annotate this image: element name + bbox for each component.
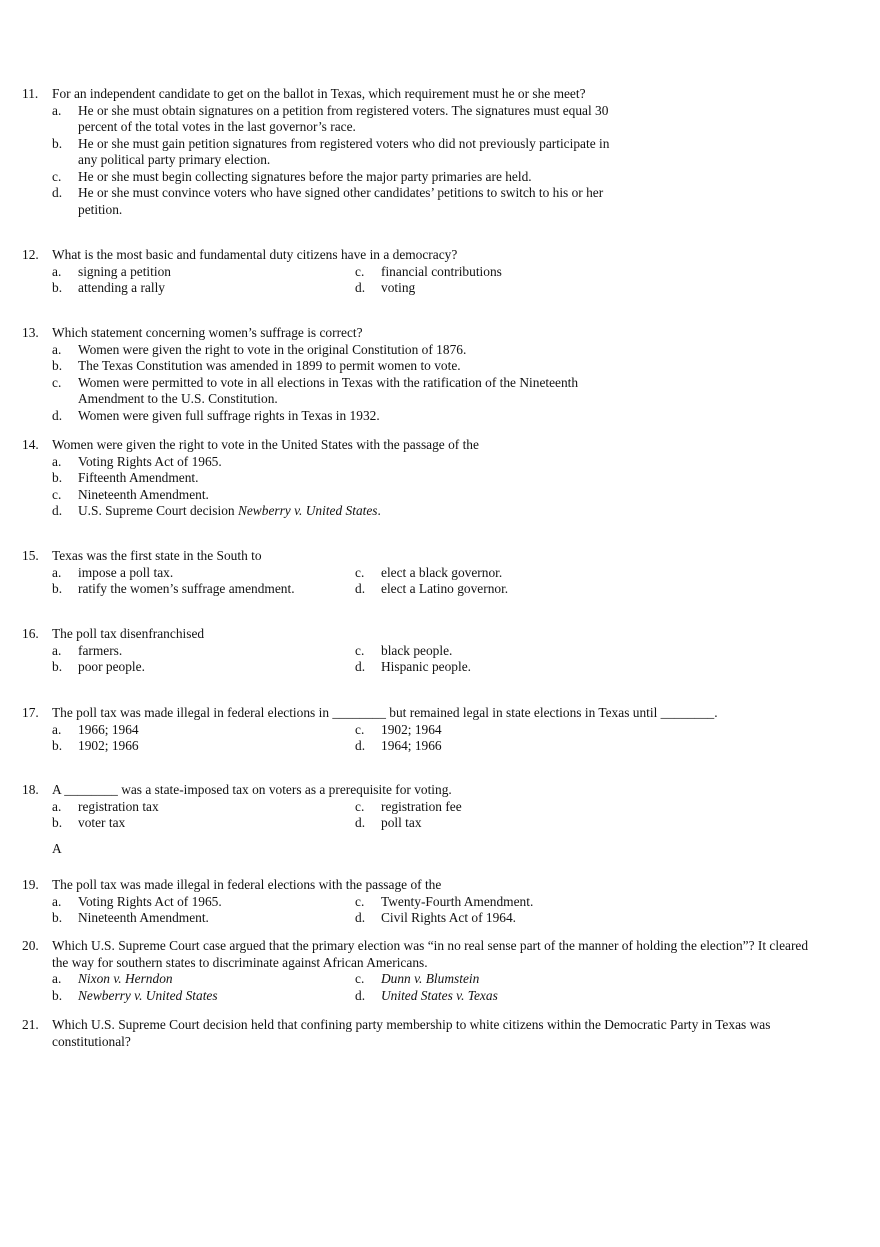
option-b: b. ratify the women’s suffrage amendment. [52,581,295,596]
question-number: 20. [22,938,39,953]
question-text: Texas was the first state in the South to [52,548,262,563]
question-15 [22,548,852,598]
option-c: c. financial contributions [355,263,502,279]
option-letter: a. [52,102,62,118]
option-a: a. Nixon v. Herndon [52,971,173,986]
option-letter: d. [52,185,63,200]
options-grid [52,565,852,598]
option-d: d. U.S. Supreme Court decision Newberry v. United States. [52,503,381,518]
question-12 [22,247,852,297]
option-text: He or she must convince voters who have signed other candidates’ petitions to switch to his or her petition. [78,185,604,217]
options-grid [52,264,852,297]
option-c: c. Women were permitted to vote in all elections in Texas with the ratification of the Nineteenth Amendment to the U.S. Constitution. [52,374,579,406]
question-number: 14. [22,437,39,452]
option-c: c. 1902; 1964 [355,721,442,737]
option-c: c. Twenty-Fourth Amendment. [355,893,534,909]
question-text: The poll tax was made illegal in federal elections in ________ but remained legal in state elections in Texas until ________. [52,705,718,720]
question-text: For an independent candidate to get on the ballot in Texas, which requirement must he or she meet? [52,86,586,101]
option-d: d. elect a Latino governor. [355,581,509,596]
question-number: 19. [22,877,39,892]
option-text: He or she must gain petition signatures from registered voters who did not previously participate in any political party primary election. [78,135,610,167]
question-number: 17. [22,705,39,720]
option-a: a. Voting Rights Act of 1965. [52,893,222,909]
question-18 [22,782,852,857]
question-number: 12. [22,247,39,262]
option-c: c. Nineteenth Amendment. [52,486,209,502]
option-a: a. 1966; 1964 [52,721,139,737]
question-19 [22,877,852,927]
answer-key: A [52,840,62,856]
question-text: Which U.S. Supreme Court decision held that confining party membership to white citizens within the Democratic Party in Texas was constitutional? [52,1017,771,1049]
option-a: a. signing a petition [52,263,171,279]
question-number: 13. [22,325,39,340]
question-21 [22,1017,834,1050]
question-14 [22,437,852,520]
question-13 [22,325,852,424]
options-grid [52,894,852,927]
options-grid [52,722,852,755]
option-b: b. Newberry v. United States [52,987,218,1003]
question-number: 15. [22,548,39,563]
option-a: a. Women were given the right to vote in the original Constitution of 1876. [52,341,467,357]
question-16 [22,626,852,676]
options-grid [52,971,827,1004]
option-d: d. voting [355,280,416,295]
question-11 [22,86,852,218]
question-number: 18. [22,782,39,797]
option-text: He or she must obtain signatures on a petition from registered voters. The signatures must equal 30 percent of the total votes in the last governor’s race. [78,102,609,134]
option-d: d. United States v. Texas [355,987,498,1003]
question-number: 11. [22,86,39,101]
option-c: c. black people. [355,642,453,658]
option-a: a. Voting Rights Act of 1965. [52,453,222,469]
option-b: b. 1902; 1966 [52,738,139,753]
option-c: c. registration fee [355,798,462,814]
question-number: 21. [22,1017,39,1032]
option-b: b. Nineteenth Amendment. [52,910,209,925]
option-letter: c. [52,168,62,184]
question-number: 16. [22,626,39,641]
option-b: b. voter tax [52,815,126,830]
option-c: c. elect a black governor. [355,564,503,580]
option-a [52,103,852,136]
option-b: b. poor people. [52,659,145,674]
question-text: A ________ was a state-imposed tax on voters as a prerequisite for voting. [52,782,452,797]
option-d: d. Civil Rights Act of 1964. [355,910,517,925]
option-b: b. attending a rally [52,280,166,295]
question-text: The poll tax disenfranchised [52,626,205,641]
option-d [52,185,852,218]
option-d: d. Hispanic people. [355,659,471,674]
option-text: He or she must begin collecting signatures before the major party primaries are held. [78,168,532,184]
question-text: Which statement concerning women’s suffrage is correct? [52,325,363,340]
option-a: a. impose a poll tax. [52,564,174,580]
options-grid [52,643,852,676]
option-d: d. poll tax [355,815,422,830]
question-text: The poll tax was made illegal in federal elections with the passage of the [52,877,442,892]
options-grid [52,799,852,832]
question-20 [22,938,827,1004]
option-b [52,136,852,169]
option-b: b. The Texas Constitution was amended in 1899 to permit women to vote. [52,358,461,373]
question-text: Which U.S. Supreme Court case argued that the primary election was “in no real sense part of the manner of holding the election”? It cleared the way for southern states to discriminate against African Americans. [52,938,809,970]
question-text: What is the most basic and fundamental duty citizens have in a democracy? [52,247,458,262]
option-a: a. farmers. [52,642,123,658]
question-17 [22,705,852,755]
option-a: a. registration tax [52,798,159,814]
option-b: b. Fifteenth Amendment. [52,470,199,485]
question-text: Women were given the right to vote in the United States with the passage of the [52,437,479,452]
option-c [52,169,852,186]
option-c: c. Dunn v. Blumstein [355,971,480,986]
option-d: d. Women were given full suffrage rights in Texas in 1932. [52,407,380,423]
option-d: d. 1964; 1966 [355,738,442,753]
option-letter: b. [52,135,63,151]
